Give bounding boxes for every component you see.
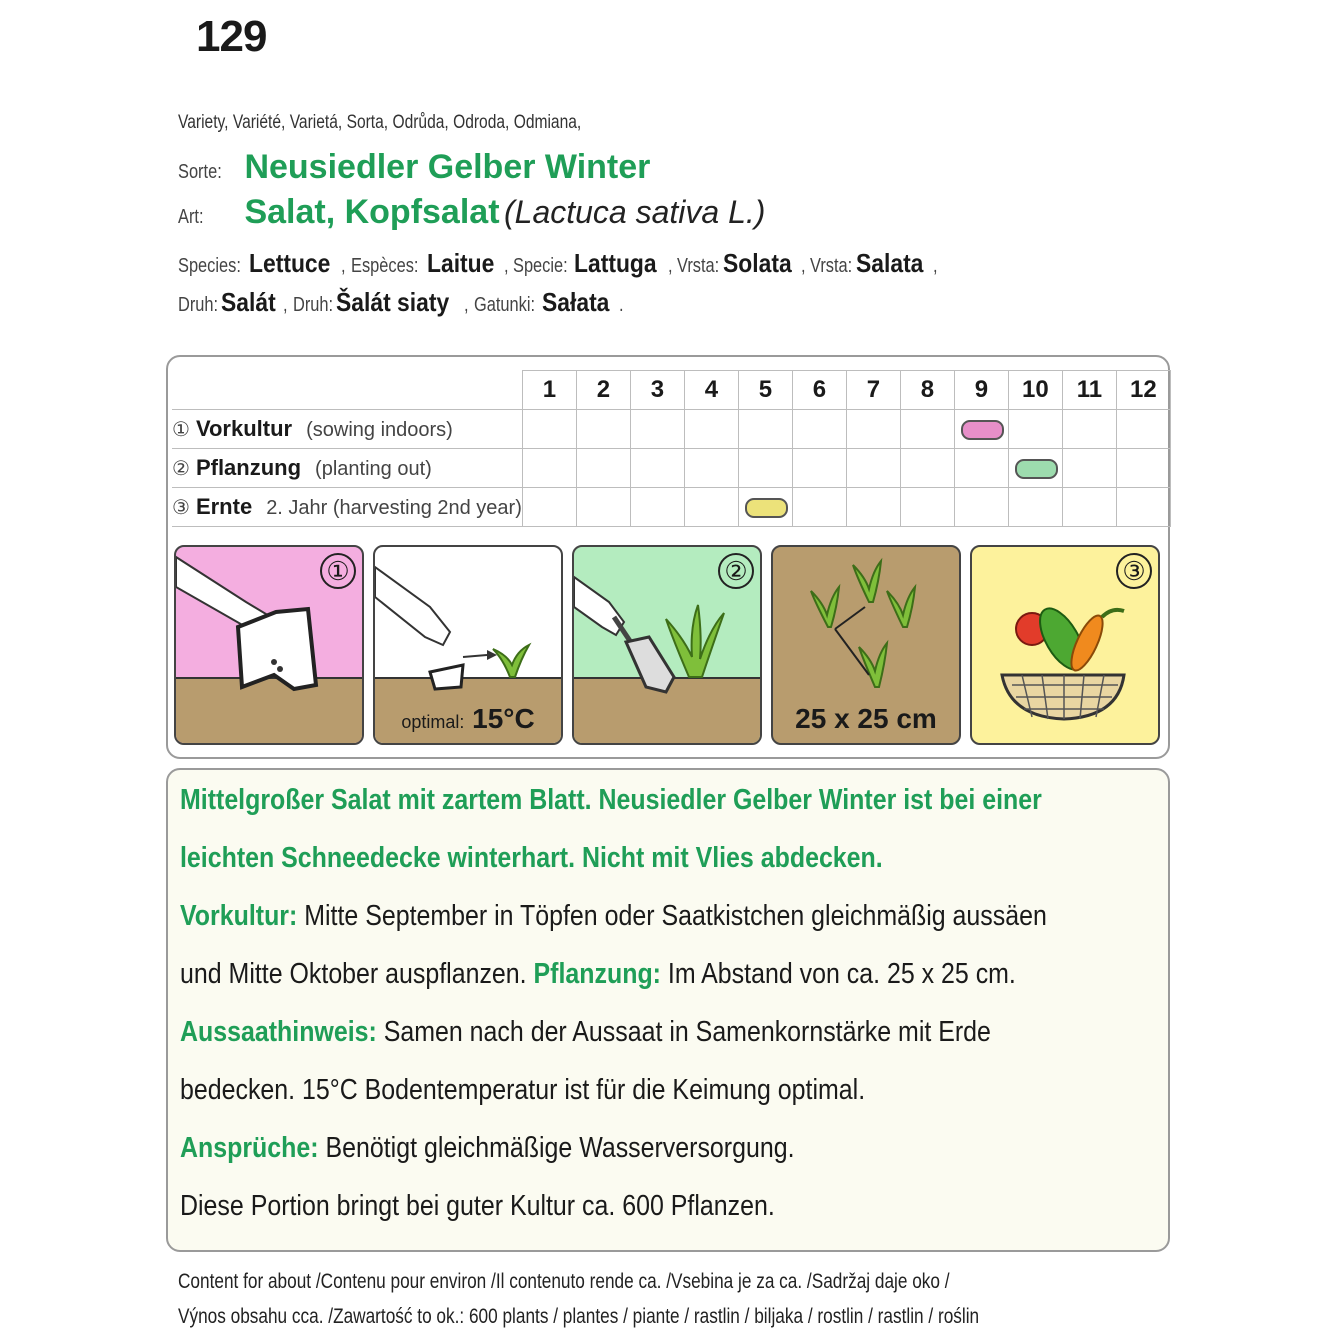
species-label: Species: [178, 255, 241, 277]
description-line-5: Aussaathinweis: Samen nach der Aussaat in Samenkornstärke mit Erde [180, 1016, 991, 1048]
calendar-corner [172, 371, 522, 410]
month-cell [522, 488, 576, 527]
month-header: 8 [900, 371, 954, 410]
month-header: 3 [630, 371, 684, 410]
step-number: ① [320, 553, 356, 589]
description-line-4: und Mitte Oktober auspflanzen. Pflanzung: Im Abstand von ca. 25 x 25 cm. [180, 958, 1016, 990]
footer-line-1: Content for about /Contenu pour environ /Il contenuto rende ca. /Vsebina je za ca. /Sadržaj daje oko / [178, 1270, 950, 1293]
art-row: Art: Salat, Kopfsalat (Lactuca sativa L.) [178, 193, 766, 231]
month-cell [630, 410, 684, 449]
description-line-3: Vorkultur: Mitte September in Töpfen oder Saatkistchen gleichmäßig aussäen [180, 900, 1047, 932]
step-circle: ② [172, 458, 190, 480]
month-cell [846, 410, 900, 449]
month-cell [684, 410, 738, 449]
month-header: 9 [954, 371, 1008, 410]
spacing-caption: 25 x 25 cm [795, 703, 937, 734]
species-row-1 [178, 248, 942, 279]
species-separator: , [800, 255, 806, 277]
month-cell [1008, 449, 1062, 488]
step-circle: ③ [172, 497, 190, 519]
month-cell [1008, 410, 1062, 449]
month-cell [1116, 410, 1170, 449]
month-header: 1 [522, 371, 576, 410]
calendar-row-label [172, 488, 522, 527]
species-name: Solata [722, 248, 792, 278]
month-cell [630, 488, 684, 527]
calendar-row-label [172, 410, 522, 449]
tile-germination [373, 545, 563, 745]
species-name: Salata [855, 248, 924, 278]
month-cell [954, 449, 1008, 488]
footer-line-2: Výnos obsahu cca. /Zawartość to ok.: 600 plants / plantes / piante / rastlin / biljaka / rostlin / rastlin / roślin [178, 1305, 980, 1328]
month-cell [630, 449, 684, 488]
species-separator: , [932, 255, 938, 277]
species-label: Druh: [178, 294, 219, 316]
step-number: ③ [1116, 553, 1152, 589]
species-label: Espèces: [350, 255, 419, 277]
period-bar [1015, 459, 1058, 479]
month-cell [954, 410, 1008, 449]
description-panel [166, 768, 1170, 1252]
month-header: 6 [792, 371, 846, 410]
species-name: Šalát siaty [335, 287, 449, 317]
calendar-row [172, 488, 1170, 527]
month-cell [522, 449, 576, 488]
description-line-7: Ansprüche: Benötigt gleichmäßige Wasserversorgung. [180, 1132, 795, 1164]
month-cell [1008, 488, 1062, 527]
species-row-2 [178, 287, 628, 318]
month-cell [522, 410, 576, 449]
month-header: 2 [576, 371, 630, 410]
species-separator: , [464, 294, 469, 316]
description-line-8: Diese Portion bringt bei guter Kultur ca. 600 Pflanzen. [180, 1190, 775, 1222]
month-cell [792, 410, 846, 449]
description-line-2: leichten Schneedecke winterhart. Nicht mit Vlies abdecken. [180, 842, 883, 874]
row-subtitle: 2. Jahr (harvesting 2nd year) [266, 497, 522, 519]
row-title: Vorkultur [195, 416, 293, 441]
period-bar [745, 498, 788, 518]
variety-languages: Variety, Variété, Varietá, Sorta, Odrůda, Odroda, Odmiana, [178, 112, 582, 133]
calendar-row-label [172, 449, 522, 488]
species-separator: , [503, 255, 509, 277]
row-title: Pflanzung [195, 455, 302, 480]
month-cell [792, 488, 846, 527]
tile-spacing [771, 545, 961, 745]
species-name: Sałata [542, 287, 610, 317]
month-cell [1062, 449, 1116, 488]
month-cell [954, 488, 1008, 527]
variety-name: Neusiedler Gelber Winter [244, 148, 651, 186]
calendar-row [172, 410, 1170, 449]
species-label: Druh: [292, 294, 333, 316]
month-cell [1062, 488, 1116, 527]
species-label: Gatunki: [473, 294, 535, 316]
month-cell [576, 488, 630, 527]
species-name: Salát [220, 287, 276, 317]
month-cell [1116, 488, 1170, 527]
calendar-row [172, 449, 1170, 488]
period-bar [961, 420, 1004, 440]
month-header: 7 [846, 371, 900, 410]
latin-name: (Lactuca sativa L.) [503, 194, 766, 230]
step-circle: ① [172, 419, 190, 441]
month-cell [846, 488, 900, 527]
packet-number: 129 [196, 12, 267, 61]
species-separator: , [341, 255, 346, 277]
row-subtitle: (sowing indoors) [306, 419, 453, 441]
tile-sowing-indoors [174, 545, 364, 745]
species-name: Lettuce [248, 248, 331, 278]
species-name: Laitue [427, 248, 495, 278]
variety-row: Sorte: Neusiedler Gelber Winter [178, 148, 651, 186]
month-cell [846, 449, 900, 488]
step-number: ② [718, 553, 754, 589]
month-cell [900, 488, 954, 527]
species-separator: , [667, 255, 673, 277]
month-cell [576, 449, 630, 488]
month-header: 12 [1116, 371, 1170, 410]
tile-harvest [970, 545, 1160, 745]
month-header: 10 [1008, 371, 1062, 410]
description-line-1: Mittelgroßer Salat mit zartem Blatt. Neusiedler Gelber Winter ist bei einer [180, 784, 1042, 816]
month-header: 5 [738, 371, 792, 410]
month-cell [738, 410, 792, 449]
month-cell [576, 410, 630, 449]
row-subtitle: (planting out) [315, 458, 432, 480]
month-cell [1062, 410, 1116, 449]
month-cell [684, 449, 738, 488]
month-cell [738, 488, 792, 527]
month-cell [738, 449, 792, 488]
month-header: 11 [1062, 371, 1116, 410]
row-title: Ernte [195, 494, 253, 519]
species-separator: , [283, 294, 288, 316]
month-cell [900, 410, 954, 449]
sowing-calendar [172, 370, 1171, 527]
species-separator: . [618, 294, 624, 316]
month-cell [900, 449, 954, 488]
species-label: Specie: [513, 255, 568, 277]
temperature-caption: optimal: 15°C [401, 703, 535, 734]
month-header: 4 [684, 371, 738, 410]
species-label: Vrsta: [810, 255, 853, 277]
month-cell [1116, 449, 1170, 488]
species-label: Vrsta: [677, 255, 720, 277]
description-line-6: bedecken. 15°C Bodentemperatur ist für die Keimung optimal. [180, 1074, 866, 1106]
month-cell [792, 449, 846, 488]
month-cell [684, 488, 738, 527]
species-name: Lattuga [573, 248, 657, 278]
tile-planting-out [572, 545, 762, 745]
art-name: Salat, Kopfsalat [244, 193, 500, 231]
